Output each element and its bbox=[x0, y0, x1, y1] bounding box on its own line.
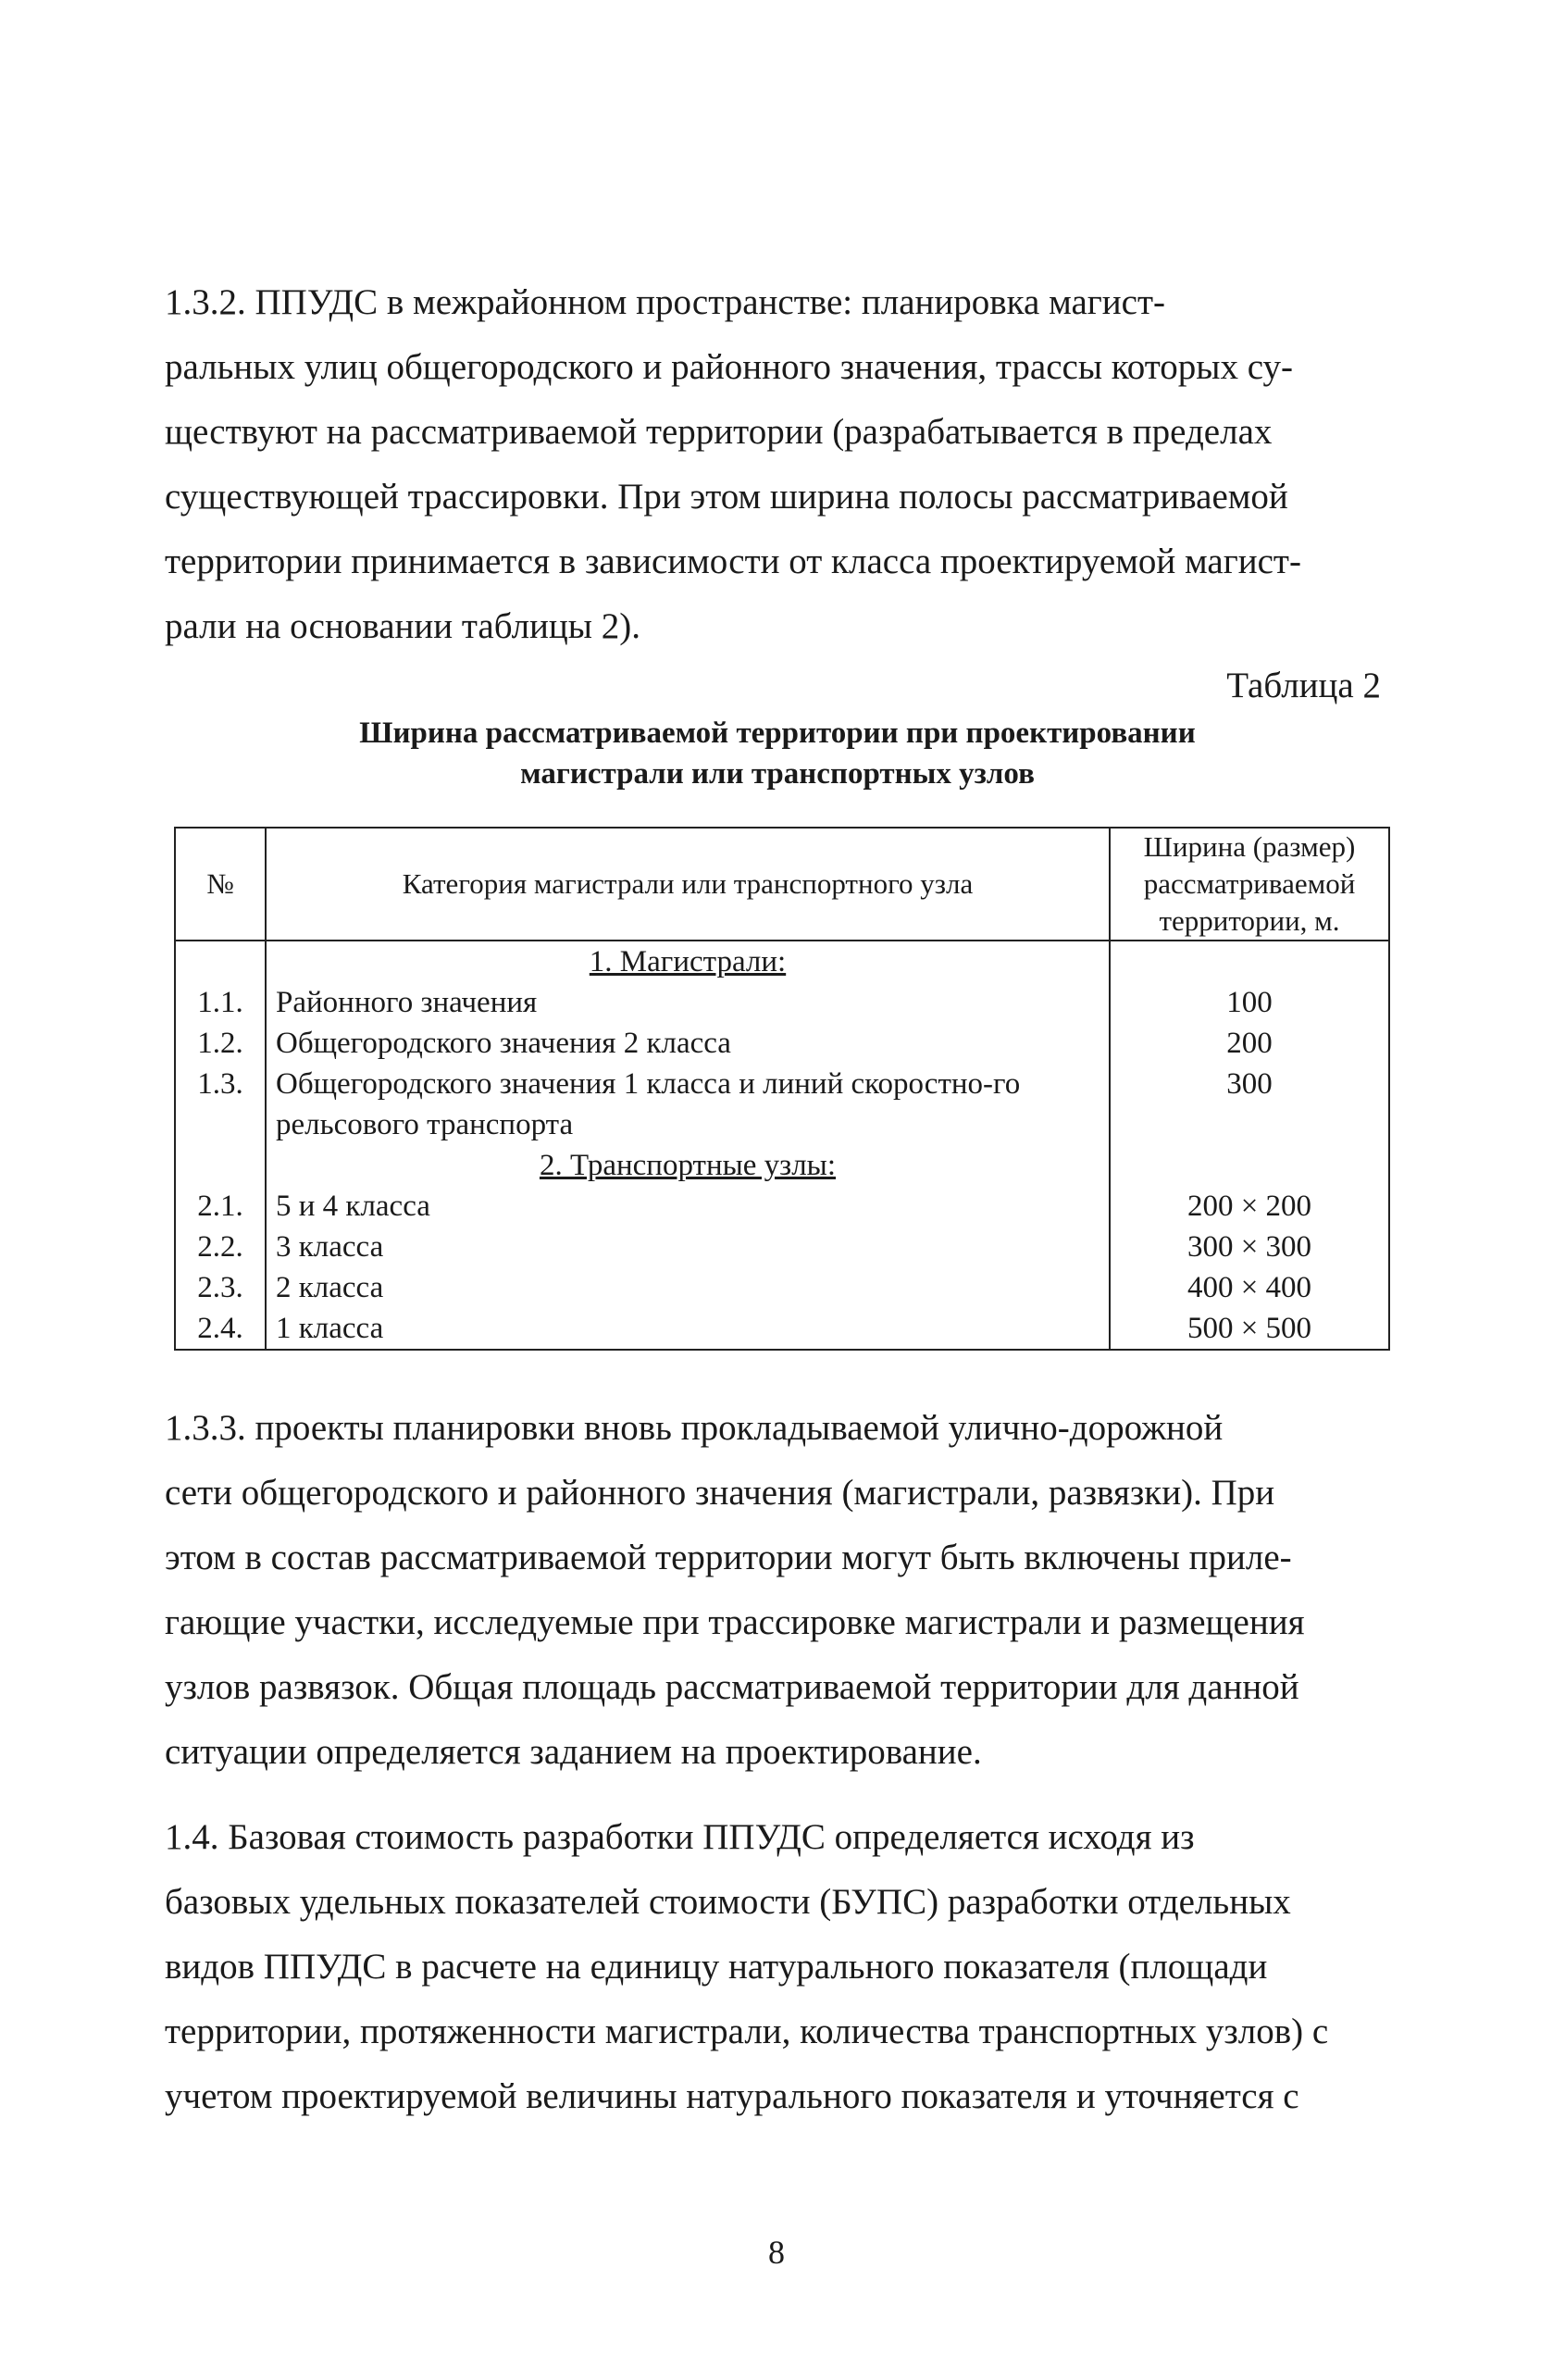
row-number bbox=[175, 1145, 266, 1186]
text-line: базовых удельных показателей стоимости (БУПС) разработки отдельных bbox=[165, 1882, 1291, 1922]
table-row bbox=[175, 982, 1389, 1023]
row-value: 300 × 300 bbox=[1110, 1227, 1389, 1267]
territory-width-table bbox=[174, 827, 1390, 1351]
table-row bbox=[175, 1308, 1389, 1350]
table-label: Таблица 2 bbox=[1226, 666, 1381, 705]
row-number: 2.2. bbox=[175, 1227, 266, 1267]
text-line: 1.3.3. проекты планировки вновь прокладываемой улично-дорожной bbox=[165, 1408, 1224, 1448]
row-value: 200 × 200 bbox=[1110, 1186, 1389, 1227]
row-value bbox=[1110, 1145, 1389, 1186]
table-section-row bbox=[175, 941, 1389, 982]
text-line: видов ППУДС в расчете на единицу натурального показателя (площади bbox=[165, 1947, 1268, 1987]
row-category: Общегородского значения 1 класса и линий скоростно-го рельсового транспорта bbox=[266, 1064, 1110, 1145]
table-body bbox=[175, 941, 1389, 1350]
text-line: гающие участки, исследуемые при трассировке магистрали и размещения bbox=[165, 1602, 1305, 1642]
table-title bbox=[241, 713, 1314, 794]
row-value: 200 bbox=[1110, 1023, 1389, 1064]
text-line: 1.4. Базовая стоимость разработки ППУДС определяется исходя из bbox=[165, 1817, 1195, 1857]
row-number bbox=[175, 941, 266, 982]
row-category: Районного значения bbox=[266, 982, 1110, 1023]
row-category: 1. Магистрали: bbox=[266, 941, 1110, 982]
row-number: 1.1. bbox=[175, 982, 266, 1023]
row-value: 500 × 500 bbox=[1110, 1308, 1389, 1350]
table-row bbox=[175, 1186, 1389, 1227]
row-number: 2.1. bbox=[175, 1186, 266, 1227]
table-title-line-1: Ширина рассматриваемой территории при проектировании bbox=[359, 716, 1196, 750]
table-section-row bbox=[175, 1145, 1389, 1186]
row-value: 300 bbox=[1110, 1064, 1389, 1145]
row-number: 2.4. bbox=[175, 1308, 266, 1350]
text-line: учетом проектируемой величины натурального показателя и уточняется с bbox=[165, 2076, 1299, 2116]
text-line: существующей трассировки. При этом ширина полосы рассматриваемой bbox=[165, 477, 1288, 517]
row-number: 1.2. bbox=[175, 1023, 266, 1064]
text-line: рали на основании таблицы 2). bbox=[165, 606, 640, 646]
row-number: 1.3. bbox=[175, 1064, 266, 1145]
text-line: территории, протяженности магистрали, количества транспортных узлов) с bbox=[165, 2012, 1329, 2051]
text-line: ществуют на рассматриваемой территории (разрабатывается в пределах bbox=[165, 412, 1273, 452]
paragraph-1-3-3 bbox=[165, 1396, 1379, 1785]
row-category: 2. Транспортные узлы: bbox=[266, 1145, 1110, 1186]
text-line: 1.3.2. ППУДС в межрайонном пространстве: планировка магист- bbox=[165, 282, 1166, 322]
text-line: территории принимается в зависимости от класса проектируемой магист- bbox=[165, 542, 1301, 581]
row-value bbox=[1110, 941, 1389, 982]
text-line: ральных улиц общегородского и районного значения, трассы которых су- bbox=[165, 347, 1294, 387]
table-row bbox=[175, 1227, 1389, 1267]
text-line: этом в состав рассматриваемой территории могут быть включены приле- bbox=[165, 1538, 1292, 1577]
table-title-line-2: магистрали или транспортных узлов bbox=[520, 757, 1035, 791]
table-row bbox=[175, 1023, 1389, 1064]
row-category: Общегородского значения 2 класса bbox=[266, 1023, 1110, 1064]
row-category: 2 класса bbox=[266, 1267, 1110, 1308]
table-row bbox=[175, 1064, 1389, 1145]
text-line: ситуации определяется заданием на проектирование. bbox=[165, 1732, 982, 1772]
row-category: 1 класса bbox=[266, 1308, 1110, 1350]
row-value: 400 × 400 bbox=[1110, 1267, 1389, 1308]
header-category: Категория магистрали или транспортного узла bbox=[266, 828, 1110, 941]
text-line: сети общегородского и районного значения (магистрали, развязки). При bbox=[165, 1473, 1275, 1513]
header-number: № bbox=[175, 828, 266, 941]
paragraph-1-4 bbox=[165, 1805, 1379, 2129]
text-line: узлов развязок. Общая площадь рассматриваемой территории для данной bbox=[165, 1667, 1299, 1707]
row-number: 2.3. bbox=[175, 1267, 266, 1308]
table-row bbox=[175, 1267, 1389, 1308]
row-value: 100 bbox=[1110, 982, 1389, 1023]
table-header-row bbox=[175, 828, 1389, 941]
header-width: Ширина (размер) рассматриваемой территории, м. bbox=[1110, 828, 1389, 941]
paragraph-1-3-2 bbox=[165, 270, 1379, 659]
row-category: 5 и 4 класса bbox=[266, 1186, 1110, 1227]
page-number: 8 bbox=[768, 2234, 785, 2271]
row-category: 3 класса bbox=[266, 1227, 1110, 1267]
